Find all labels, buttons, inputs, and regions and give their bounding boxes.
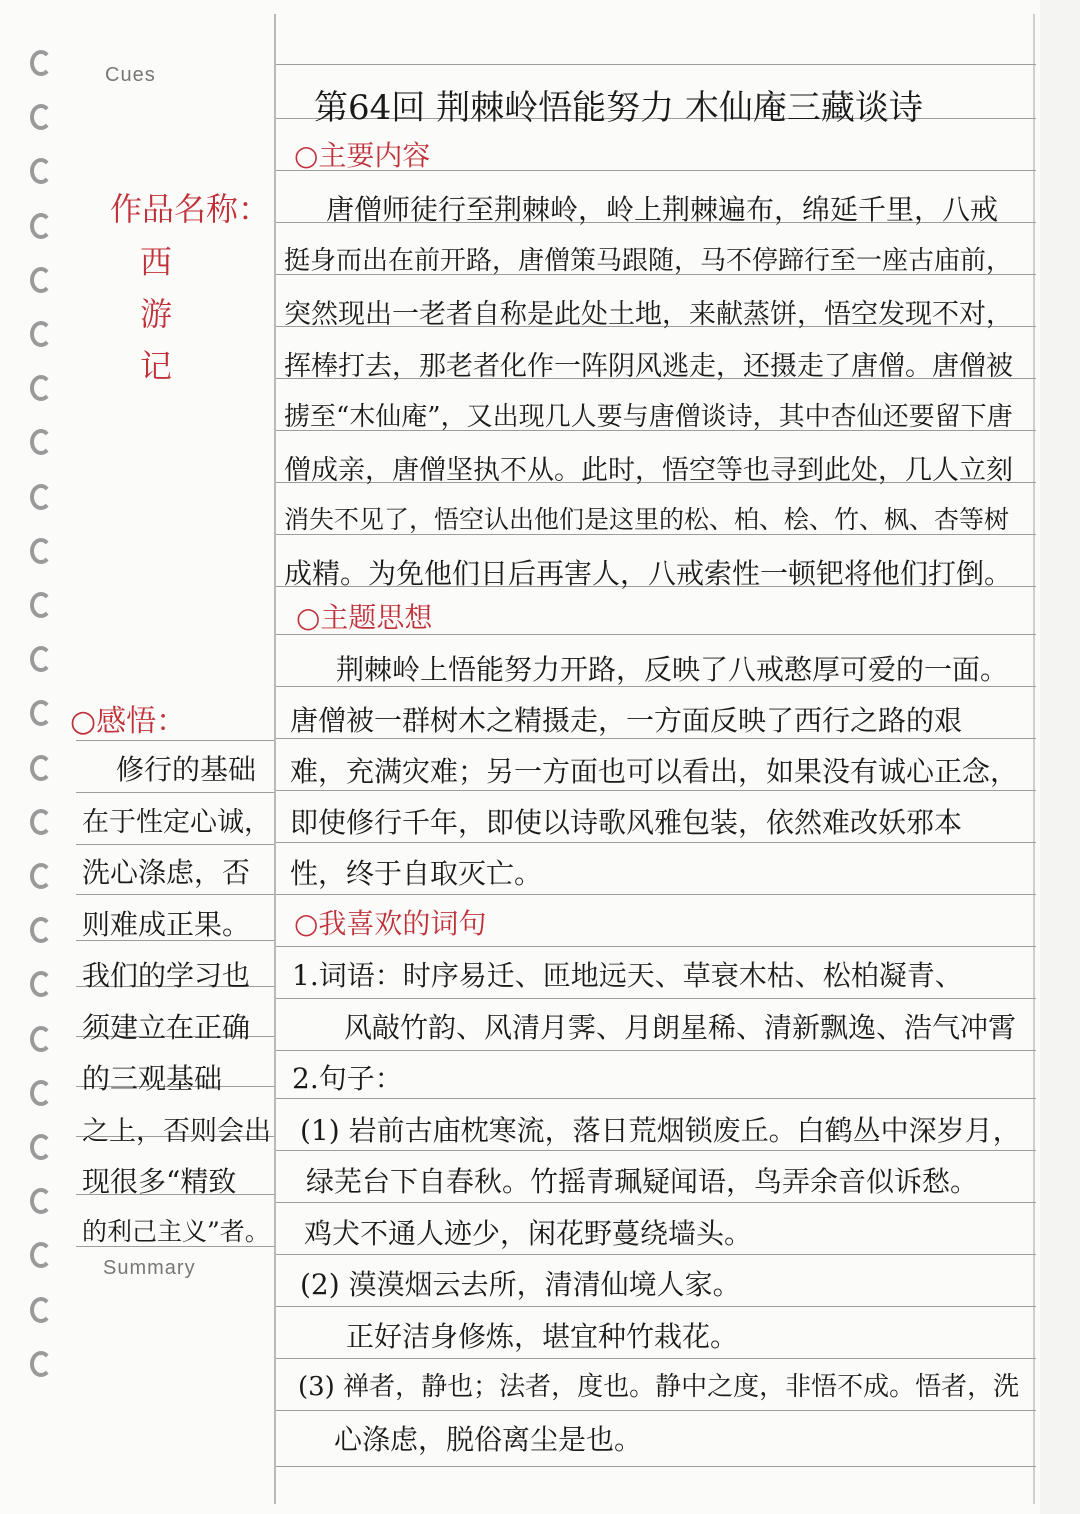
cues-label: Cues <box>105 64 156 86</box>
ruled-line <box>276 1050 1036 1051</box>
binder-ring <box>30 104 52 130</box>
text-line: 1.词语：时序易迁、匝地远天、草衰木枯、松柏凝青、 <box>292 959 963 992</box>
text-line: 绿芜台下自春秋。竹摇青珮疑闻语，鸟弄余音似诉愁。 <box>306 1165 979 1198</box>
binder-ring <box>30 809 52 835</box>
ruled-line <box>276 998 1036 999</box>
text-line: 突然现出一老者自称是此处土地，来献蒸饼，悟空发现不对， <box>284 299 1013 330</box>
text-line: 修行的基础 <box>116 753 257 786</box>
cornell-divider-line <box>274 14 276 1504</box>
ruled-line <box>276 946 1036 947</box>
chapter-title: 第64回 荆棘岭悟能努力 木仙庵三藏谈诗 <box>314 88 923 128</box>
text-line: (2) 漠漠烟云去所，清清仙境人家。 <box>300 1268 741 1301</box>
margin-ruled-line <box>76 740 274 741</box>
text-line: 僧成亲，唐僧坚执不从。此时，悟空等也寻到此处，几人立刻 <box>284 455 1013 486</box>
ruled-line <box>276 790 1036 791</box>
text-line: 荆棘岭上悟能努力开路，反映了八戒憨厚可爱的一面。 <box>336 653 1009 686</box>
binder-ring <box>30 863 52 889</box>
text-line: 正好洁身修炼，堪宜种竹栽花。 <box>346 1319 739 1353</box>
ruled-line <box>276 1098 1036 1099</box>
text-line: (3) 禅者，静也；法者，度也。静中之度，非悟不成。悟者，洗 <box>298 1372 1020 1402</box>
section-heading-theme: ○主题思想 <box>296 601 433 634</box>
text-line: 洗心涤虑，否 <box>82 856 251 889</box>
binder-ring <box>30 50 52 76</box>
text-line: 则难成正果。 <box>82 907 251 941</box>
binder-ring <box>30 1080 52 1106</box>
summary-label: Summary <box>103 1257 196 1279</box>
binder-ring <box>30 213 52 239</box>
binder-ring <box>30 1351 52 1377</box>
work-name-label: 作品名称： <box>110 190 271 228</box>
binder-ring <box>30 484 52 510</box>
text-line: 之上，否则会出 <box>82 1115 271 1147</box>
binder-ring <box>30 592 52 618</box>
binder-ring <box>30 375 52 401</box>
text-line: 在于性定心诚， <box>82 806 271 838</box>
text-line: 挺身而出在前开路，唐僧策马跟随，马不停蹄行至一座古庙前， <box>284 246 1013 276</box>
ruled-line <box>276 894 1036 895</box>
binder-ring <box>30 1026 52 1052</box>
binder-ring <box>30 1134 52 1160</box>
text-line: 掳至“木仙庵”，又出现几人要与唐僧谈诗，其中杏仙还要留下唐 <box>284 402 1013 432</box>
text-line: 唐僧被一群树木之精摄走，一方面反映了西行之路的艰 <box>290 704 963 737</box>
ruled-line <box>276 1466 1036 1467</box>
margin-ruled-line <box>76 792 274 793</box>
binder-ring <box>30 267 52 293</box>
ruled-line <box>276 842 1036 843</box>
text-line: (1) 岩前古庙枕寒流，落日荒烟锁废丘。白鹤丛中深岁月， <box>300 1113 1021 1147</box>
ruled-line <box>276 1306 1036 1307</box>
section-heading-main-content: ○主要内容 <box>294 139 431 172</box>
text-line: 2.句子： <box>292 1062 403 1095</box>
binder-ring <box>30 538 52 564</box>
text-line: 消失不见了，悟空认出他们是这里的松、柏、桧、竹、枫、杏等树 <box>284 505 1010 534</box>
reflection-heading: ○感悟： <box>70 704 187 739</box>
text-line: 鸡犬不通人迹少，闲花野蔓绕墙头。 <box>304 1216 753 1250</box>
margin-ruled-line <box>76 894 274 895</box>
text-line: 的利己主义”者。 <box>82 1216 270 1246</box>
binder-ring <box>30 646 52 672</box>
text-line: 风敲竹韵、风清月霁、月朗星稀、清新飘逸、浩气冲霄 <box>344 1010 1017 1044</box>
ruled-line <box>276 1202 1036 1203</box>
text-line: 须建立在正确 <box>82 1010 251 1044</box>
margin-ruled-line <box>76 844 274 845</box>
ruled-line <box>276 1254 1036 1255</box>
text-line: 心涤虑，脱俗离尘是也。 <box>334 1422 643 1456</box>
text-line: 我们的学习也 <box>82 959 251 992</box>
text-line: 挥棒打去，那老者化作一阵阴风逃走，还摄走了唐僧。唐僧被 <box>284 351 1013 382</box>
ruled-line <box>276 1410 1036 1411</box>
binder-ring <box>30 1297 52 1323</box>
work-name: 西游记 <box>139 243 172 385</box>
ruled-line <box>276 1150 1036 1151</box>
text-line: 的三观基础 <box>82 1062 223 1095</box>
text-line: 成精。为免他们日后再害人，八戒索性一顿钯将他们打倒。 <box>284 557 1013 590</box>
text-line: 难，充满灾难；另一方面也可以看出，如果没有诚心正念， <box>290 755 1019 788</box>
text-line: 现很多“精致 <box>82 1165 237 1198</box>
text-line: 性，终于自取灭亡。 <box>290 857 543 890</box>
binder-ring <box>30 321 52 347</box>
page-right-edge <box>1033 14 1035 1504</box>
text-line: 唐僧师徒行至荆棘岭，岭上荆棘遍布，绵延千里，八戒 <box>326 193 999 226</box>
binder-ring <box>30 917 52 943</box>
ruled-line <box>276 1358 1036 1359</box>
binder-ring <box>30 1188 52 1214</box>
text-line: 即使修行千年，即使以诗歌风雅包装，依然难改妖邪本 <box>290 806 963 839</box>
ruled-line <box>276 64 1036 65</box>
binder-ring <box>30 755 52 781</box>
section-heading-favorite-phrases: ○我喜欢的词句 <box>294 907 487 940</box>
